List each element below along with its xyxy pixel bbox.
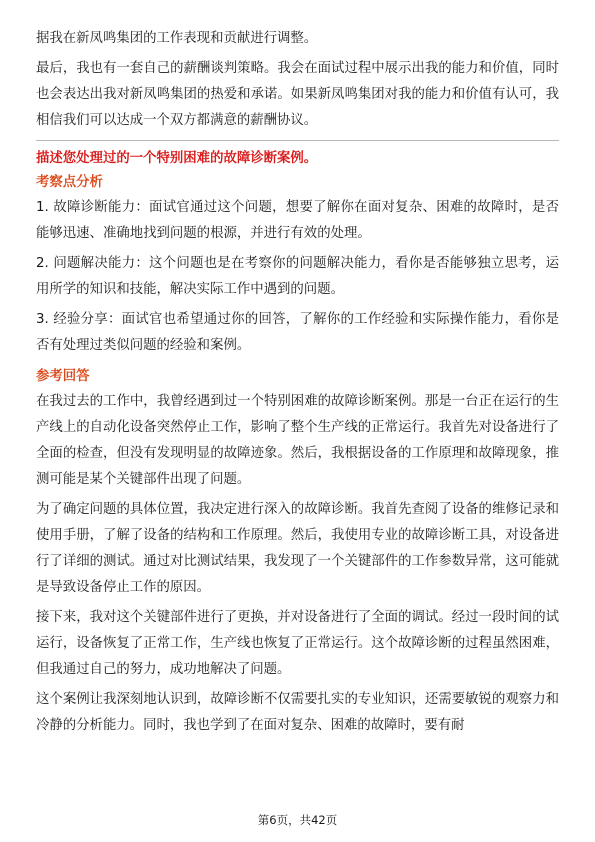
answer-paragraph: 在我过去的工作中，我曾经遇到过一个特别困难的故障诊断案例。那是一台正在运行的生产线上的自动化设备突然停止工作，影响了整个生产线的正常运行。我首先对设备进行了全面的检查，但没有发现明显的故障迹象。然后，我根据设备的工作原理和故障现象，推测可能是某个关键部件出现了问题。	[36, 394, 559, 487]
analysis-point: 2. 问题解决能力：这个问题也是在考察你的问题解决能力，看你是否能够独立思考，运用所学的知识和技能，解决实际工作中遇到的问题。	[36, 256, 559, 297]
intro-paragraph: 据我在新凤鸣集团的工作表现和贡献进行调整。	[36, 31, 318, 46]
answer-paragraph: 这个案例让我深刻地认识到，故障诊断不仅需要扎实的专业知识，还需要敏锐的观察力和冷静的分析能力。同时，我也学到了在面对复杂、困难的故障时，要有耐	[36, 692, 559, 733]
interview-question: 描述您处理过的一个特别困难的故障诊断案例。	[36, 151, 318, 166]
answer-paragraph: 接下来，我对这个关键部件进行了更换，并对设备进行了全面的调试。经过一段时间的试运行，设备恢复了正常工作，生产线也恢复了正常运行。这个故障诊断的过程虽然困难，但我通过自己的努力，成功地解决了问题。	[36, 610, 559, 677]
analysis-point: 3. 经验分享：面试官也希望通过你的回答，了解你的工作经验和实际操作能力，看你是否有处理过类似问题的经验和案例。	[36, 312, 559, 353]
document-page	[36, 26, 559, 743]
answer-heading: 参考回答	[36, 369, 90, 384]
answer-paragraph: 为了确定问题的具体位置，我决定进行深入的故障诊断。我首先查阅了设备的维修记录和使用手册，了解了设备的结构和工作原理。然后，我使用专业的故障诊断工具，对设备进行了详细的测试。通过对比测试结果，我发现了一个关键部件的工作参数异常，这可能就是导致设备停止工作的原因。	[36, 502, 559, 595]
analysis-point: 1. 故障诊断能力：面试官通过这个问题，想要了解你在面对复杂、困难的故障时，是否能够迅速、准确地找到问题的根源，并进行有效的处理。	[36, 200, 559, 241]
section-divider	[36, 140, 559, 141]
intro-paragraph: 最后，我也有一套自己的薪酬谈判策略。我会在面试过程中展示出我的能力和价值，同时也会表达出我对新凤鸣集团的热爱和承诺。如果新凤鸣集团对我的能力和价值有认可，我相信我们可以达成一个双方都满意的薪酬协议。	[36, 61, 559, 128]
page-number: 第6页，共42页	[257, 813, 338, 827]
analysis-heading: 考察点分析	[36, 175, 103, 190]
